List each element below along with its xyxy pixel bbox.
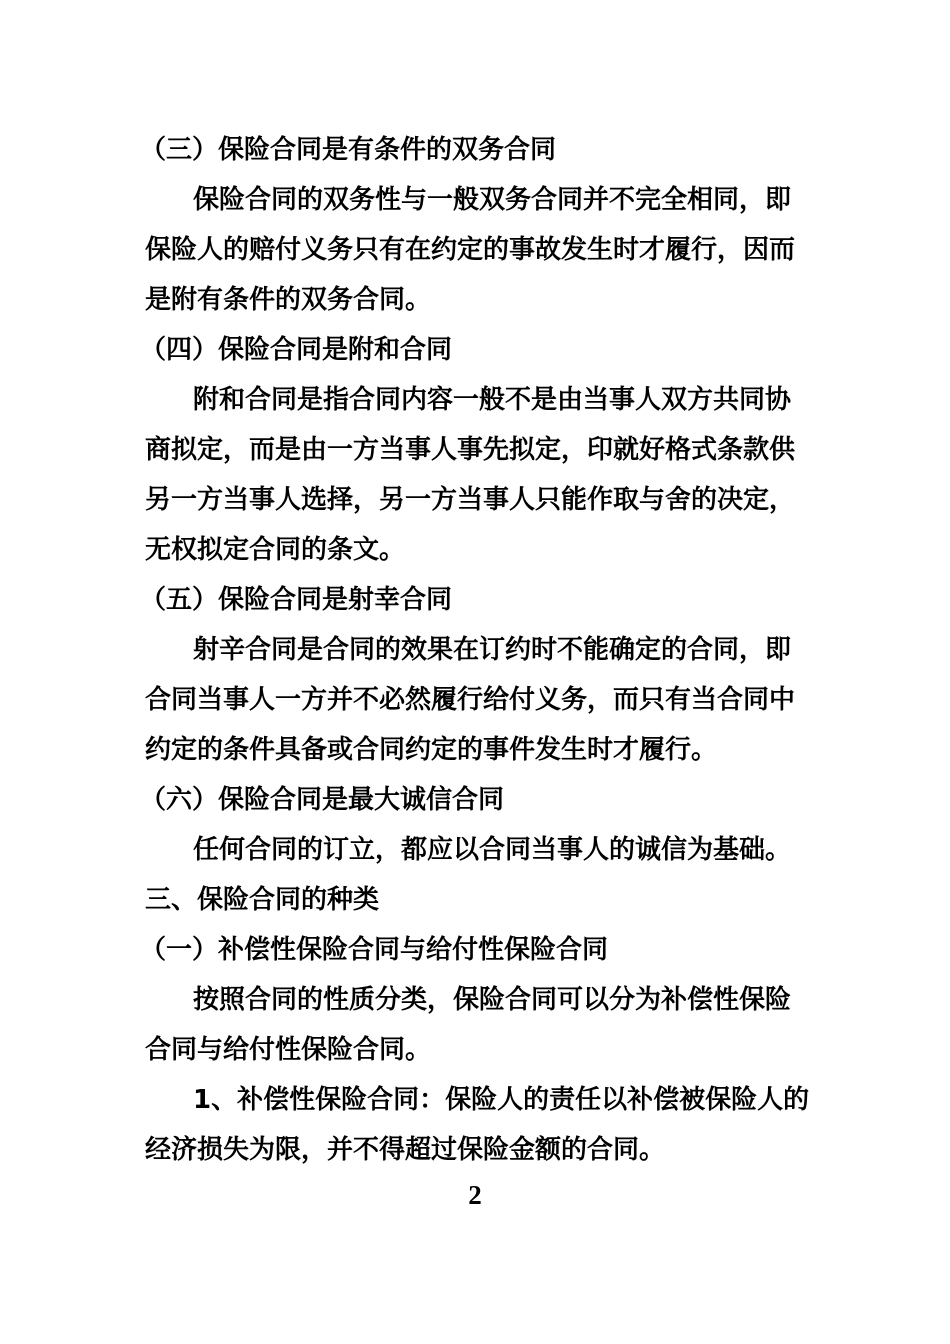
paragraph-line: 商拟定，而是由一方当事人事先拟定，印就好格式条款供 bbox=[145, 435, 796, 465]
paragraph-line: 任何合同的订立，都应以合同当事人的诚信为基础。 bbox=[193, 835, 792, 865]
section-heading: （四）保险合同是附和合同 bbox=[140, 335, 453, 365]
chapter-heading: 三、保险合同的种类 bbox=[145, 885, 380, 915]
paragraph-line: 合同与给付性保险合同。 bbox=[145, 1035, 432, 1065]
section-heading: （六）保险合同是最大诚信合同 bbox=[140, 785, 505, 815]
paragraph-line: 1、补偿性保险合同：保险人的责任以补偿被保险人的 bbox=[193, 1085, 810, 1115]
paragraph-line: 合同当事人一方并不必然履行给付义务，而只有当合同中 bbox=[145, 685, 796, 715]
paragraph-line: 保险人的赔付义务只有在约定的事故发生时才履行，因而 bbox=[145, 235, 796, 265]
paragraph-line: 无权拟定合同的条文。 bbox=[145, 535, 406, 565]
section-heading: （一）补偿性保险合同与给付性保险合同 bbox=[140, 935, 609, 965]
section-heading: （五）保险合同是射幸合同 bbox=[140, 585, 453, 615]
paragraph-line: 保险合同的双务性与一般双务合同并不完全相同，即 bbox=[193, 185, 792, 215]
paragraph-line: 约定的条件具备或合同约定的事件发生时才履行。 bbox=[145, 735, 718, 765]
paragraph-line: 射辛合同是合同的效果在订约时不能确定的合同，即 bbox=[193, 635, 792, 665]
paragraph-line: 另一方当事人选择，另一方当事人只能作取与舍的决定， bbox=[145, 485, 796, 515]
paragraph-line: 按照合同的性质分类，保险合同可以分为补偿性保险 bbox=[193, 985, 792, 1015]
paragraph-line: 经济损失为限，并不得超过保险金额的合同。 bbox=[145, 1135, 666, 1165]
paragraph-line: 是附有条件的双务合同。 bbox=[145, 285, 432, 315]
page-number: 2 bbox=[468, 1180, 482, 1210]
section-heading: （三）保险合同是有条件的双务合同 bbox=[140, 135, 557, 165]
paragraph-line: 附和合同是指合同内容一般不是由当事人双方共同协 bbox=[193, 385, 792, 415]
